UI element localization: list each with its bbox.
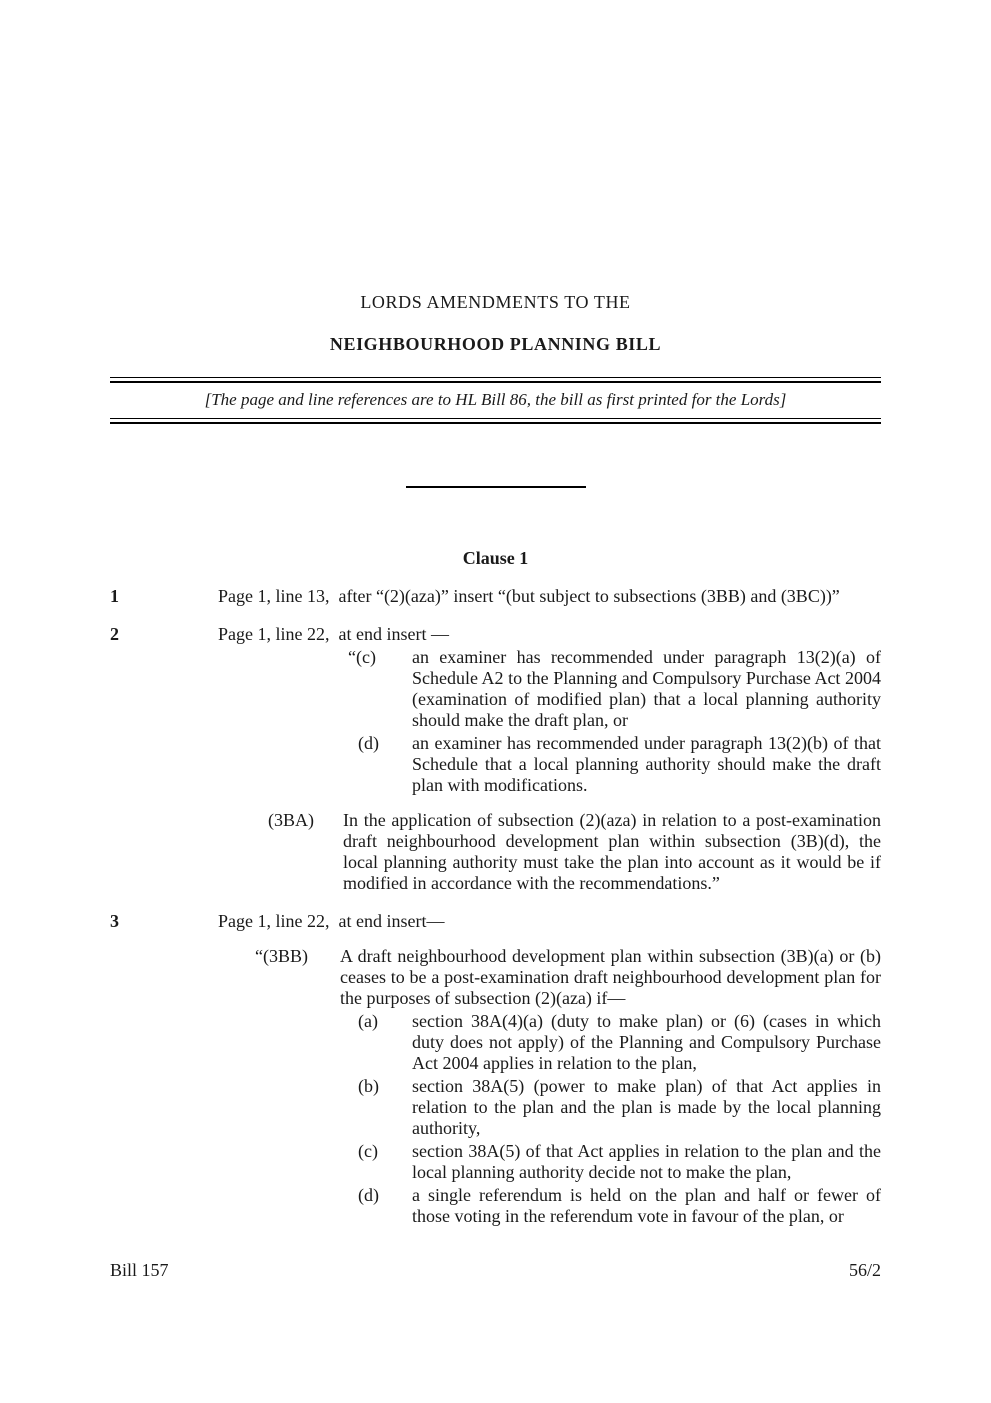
subsection-3ba	[265, 810, 881, 894]
subsection-label: “(3BB)	[255, 946, 308, 966]
list-item-label: (d)	[358, 733, 379, 753]
subsection-text: A draft neighbourhood development plan within subsection (3B)(a) or (b) ceases to be a post-examination draft neighbourhood development plan for the purposes of subsection (2)(aza) if—	[340, 946, 881, 1008]
list-item-label: (c)	[358, 1141, 378, 1161]
amendment-body	[218, 624, 881, 894]
list-item-label: “(c)	[348, 647, 376, 667]
amendment-number: 2	[110, 624, 119, 644]
list-item-d	[348, 1185, 881, 1227]
list-item-text: an examiner has recommended under paragraph 13(2)(a) of Schedule A2 to the Planning and Compulsory Purchase Act 2004 (examination of modified plan) that a local planning authority should make the draft plan, or	[412, 647, 881, 730]
amendment-instruction: Page 1, line 22, at end insert —	[218, 624, 449, 644]
list-item-text: section 38A(5) of that Act applies in relation to the plan and the local planning authority decide not to make the plan,	[412, 1141, 881, 1182]
amendment-number: 3	[110, 911, 119, 931]
amendment-body	[218, 586, 881, 607]
page-footer	[110, 1260, 881, 1281]
amendment-1	[110, 586, 881, 607]
document-title-line2: NEIGHBOURHOOD PLANNING BILL	[329, 334, 662, 354]
list-item-d	[348, 733, 881, 796]
subsection-label: (3BA)	[268, 810, 314, 830]
subsection-3bb	[255, 946, 881, 1009]
list-item-a	[348, 1011, 881, 1074]
bottom-rule-thin	[110, 418, 881, 419]
top-rule-thin	[110, 377, 881, 378]
list-item-text: a single referendum is held on the plan and half or fewer of those voting in the referendum vote in favour of the plan, or	[412, 1185, 881, 1226]
list-item-text: section 38A(4)(a) (duty to make plan) or (6) (cases in which duty does not apply) of the Planning and Compulsory Purchase Act 2004 applies in relation to the plan,	[412, 1011, 881, 1073]
reference-note: [The page and line references are to HL Bill 86, the bill as first printed for the Lords]	[204, 390, 787, 409]
list-item-label: (b)	[358, 1076, 379, 1096]
bill-number: Bill 157	[110, 1260, 169, 1280]
amendment-number: 1	[110, 586, 119, 606]
amendment-instruction: Page 1, line 13, after “(2)(aza)” insert “(but subject to subsections (3BB) and (3BC))”	[218, 586, 840, 606]
list-item-c	[348, 1141, 881, 1183]
section-divider	[406, 486, 586, 488]
bottom-rule-thick	[110, 422, 881, 424]
list-item-b	[348, 1076, 881, 1139]
clause-heading: Clause 1	[462, 548, 529, 568]
subsection-text: In the application of subsection (2)(aza) in relation to a post-examination draft neighbourhood development plan within subsection (3B)(d), the local planning authority must take the plan into account as it would be if modified in accordance with the recommendations.”	[343, 810, 881, 893]
amendment-3	[110, 911, 881, 1227]
session-print-number: 56/2	[848, 1260, 881, 1280]
document-title-line1: LORDS AMENDMENTS TO THE	[360, 292, 631, 312]
list-item-text: an examiner has recommended under paragraph 13(2)(b) of that Schedule that a local planning authority should make the draft plan with modifications.	[412, 733, 881, 795]
list-item-text: section 38A(5) (power to make plan) of that Act applies in relation to the plan and the plan is made by the local planning authority,	[412, 1076, 881, 1138]
amendment-2	[110, 624, 881, 894]
list-item-c	[348, 647, 881, 731]
list-item-label: (a)	[358, 1011, 378, 1031]
amendment-body	[218, 911, 881, 1227]
amendment-instruction: Page 1, line 22, at end insert—	[218, 911, 445, 931]
reference-note-box	[110, 377, 881, 424]
list-item-label: (d)	[358, 1185, 379, 1205]
